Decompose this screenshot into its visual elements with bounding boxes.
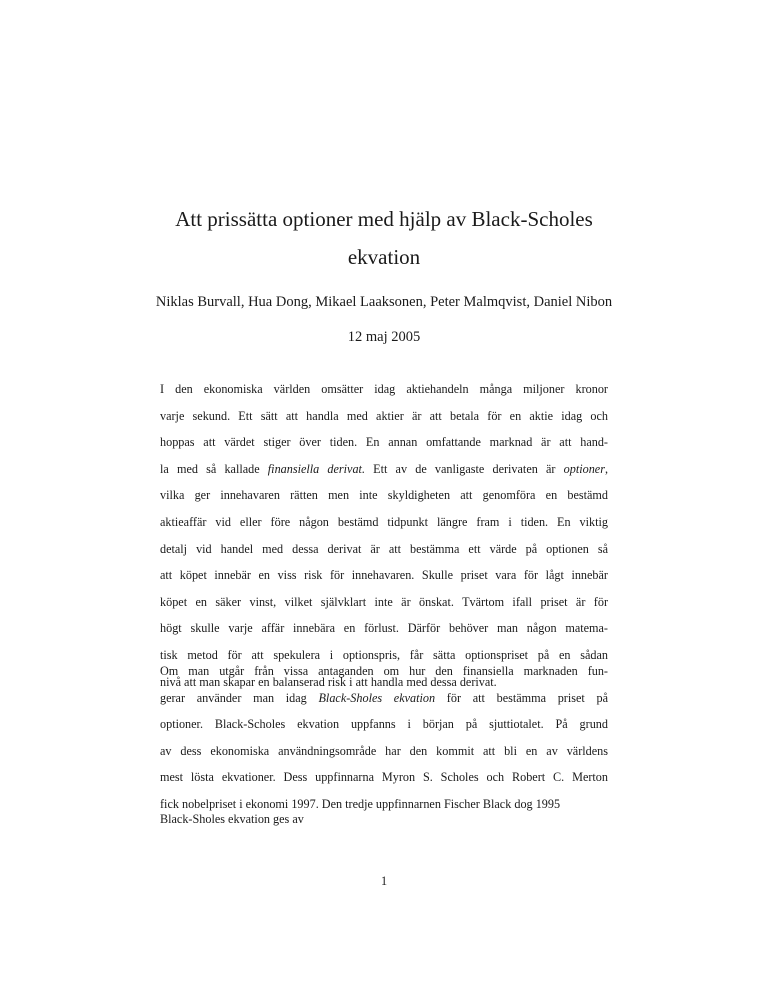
paragraph-line: hoppas att värdet stiger över tiden. En annan omfattande marknad är att hand- [160,435,608,450]
paragraph-line: aktieaffär vid eller före någon bestämd tidpunkt längre fram i tiden. En viktig [160,514,608,529]
body-paragraph [160,376,608,695]
paragraph-line: högt skulle varje affär innebära en förlust. Därför behöver man någon matema- [160,621,608,636]
paragraph-line: av dess ekonomiska användningsområde har den kommit att bli en av världens [160,743,608,758]
body-paragraph [160,658,608,818]
paragraph-line: I den ekonomiska världen omsätter idag aktiehandeln många miljoner kronor [160,382,608,396]
emphasized-term: Black-Sholes ekvation [318,690,436,705]
publication-date: 12 maj 2005 [347,329,421,345]
paragraph-line: Om man utgår från vissa antaganden om hur den finansiella marknaden fun- [160,664,608,678]
paragraph-line: detalj vid handel med dessa derivat är att bestämma ett värde på optionen så [160,541,608,556]
paragraph-line: köpet en säker vinst, vilket självklart inte är önskat. Tvärtom ifall priset är för [160,594,608,609]
paragraph-line: optioner. Black-Scholes ekvation uppfanns i början på sjuttiotalet. På grund [160,717,608,732]
body-paragraph [160,806,608,833]
paragraph-line: fick nobelpriset i ekonomi 1997. Den tredje uppfinnarnen Fischer Black dog 1995 [160,796,561,811]
page-number: 1 [380,874,388,888]
author-list: Niklas Burvall, Hua Dong, Mikael Laaksonen, Peter Malmqvist, Daniel Nibon [155,294,613,310]
paragraph-line: la med så kallade finansiella derivat. Ett av de vanligaste derivaten är optioner, [160,461,608,476]
emphasized-term: optioner [563,461,605,476]
emphasized-term: finansiella derivat. [267,461,365,476]
paragraph-line: tisk metod för att spekulera i optionspris, får sätta optionspriset på en sådan [160,647,608,662]
paragraph-line: Black-Sholes ekvation ges av [160,812,304,826]
paragraph-line: nivå att man skapar en balanserad risk i att handla med dessa derivat. [160,674,497,689]
paragraph-line: mest lösta ekvationer. Dess uppfinnarna Myron S. Scholes och Robert C. Merton [160,770,608,785]
paragraph-line: gerar använder man idag Black-Sholes ekvation för att bestämma priset på [160,690,608,705]
paragraph-line: att köpet innebär en viss risk för innehavaren. Skulle priset vara för lågt innebär [160,568,608,583]
paper-title: Att prissätta optioner med hjälp av Black-Scholes ekvation [175,207,593,269]
paragraph-line: vilka ger innehavaren rätten men inte skyldigheten att genomföra en bestämd [160,488,608,503]
paragraph-line: varje sekund. Ett sätt att handla med aktier är att betala för en aktie idag och [160,408,608,423]
